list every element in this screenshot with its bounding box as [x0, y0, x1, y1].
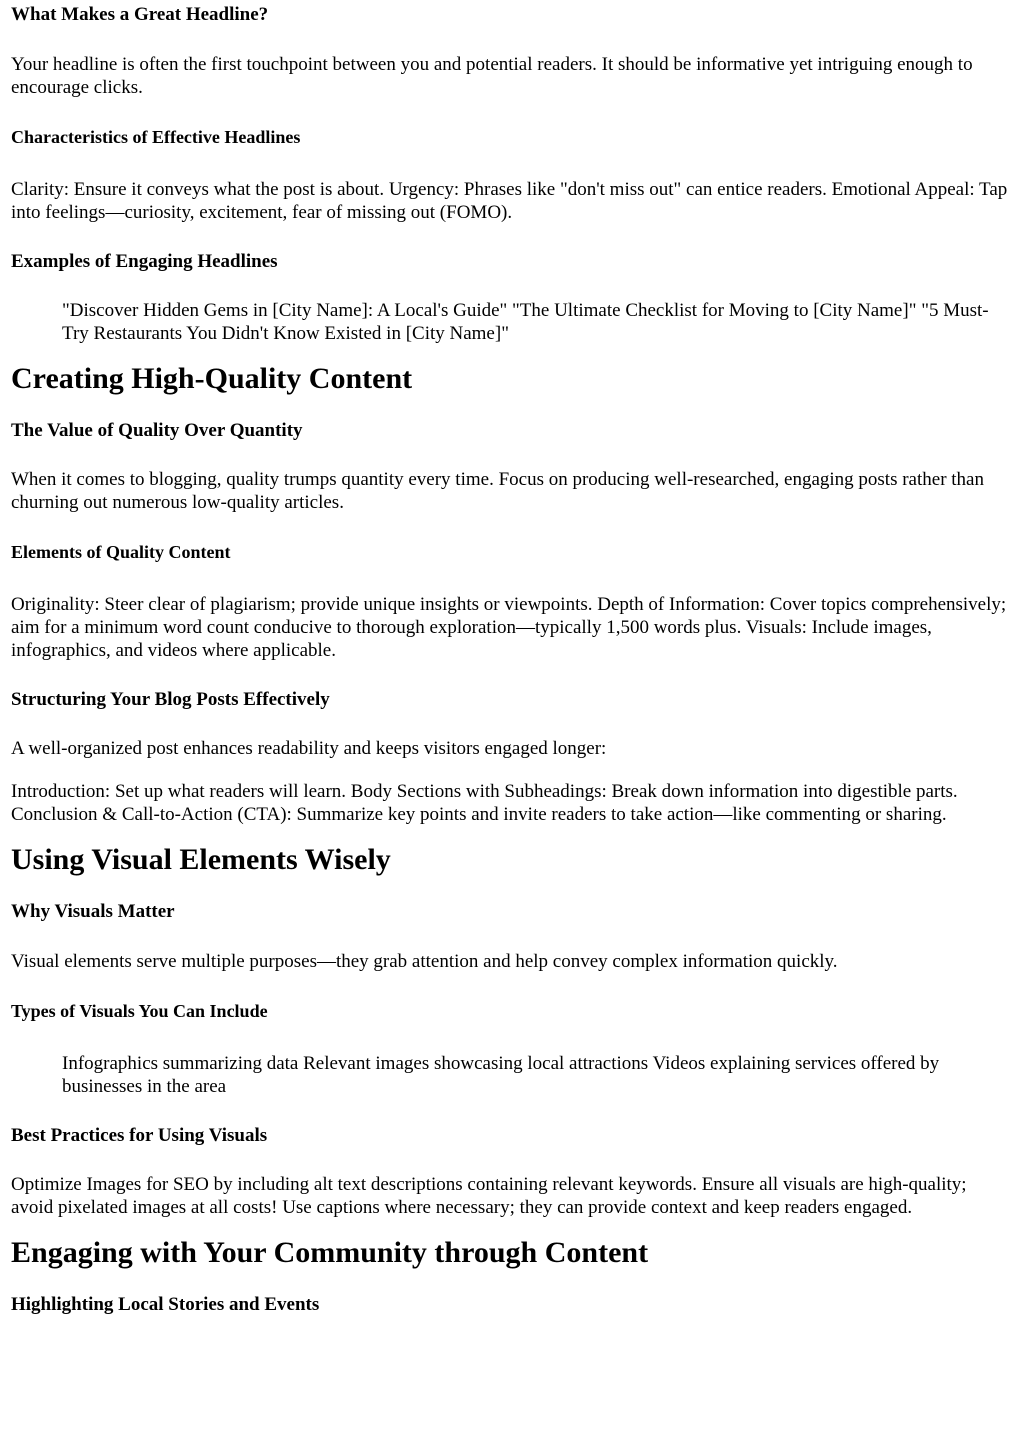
section-heading-why-visuals: Why Visuals Matter: [11, 901, 175, 923]
section-heading-structuring: Structuring Your Blog Posts Effectively: [11, 689, 330, 711]
paragraph-structuring-body: Introduction: Set up what readers will learn. Body Sections with Subheadings: Break down information into digestible parts. Conclusion & Call-to-Action (CTA): Summarize key points and invite readers to take action—like commenting or sharing.: [11, 781, 958, 826]
paragraph-why-visuals: Visual elements serve multiple purposes—they grab attention and help convey complex information quickly.: [11, 951, 838, 973]
paragraph-quality-value: When it comes to blogging, quality trumps quantity every time. Focus on producing well-researched, engaging posts rather than churning out numerous low-quality articles.: [11, 469, 984, 514]
paragraph-elements: Originality: Steer clear of plagiarism; provide unique insights or viewpoints. Depth of Information: Cover topics comprehensively; aim for a minimum word count conducive to thorough exploration—typically 1,500 words plus. Visuals: Include images, infographics, and videos where applicable.: [11, 594, 1007, 662]
subheading-types-visuals: Types of Visuals You Can Include: [11, 1001, 268, 1022]
section-heading-local-stories: Highlighting Local Stories and Events: [11, 1294, 320, 1316]
subheading-characteristics: Characteristics of Effective Headlines: [11, 127, 301, 147]
paragraph-best-practices: Optimize Images for SEO by including alt text descriptions containing relevant keywords. Ensure all visuals are high-quality; avoid pixelated images at all costs! Use captions where necessary; they can provide context and keep readers engaged.: [11, 1174, 967, 1219]
section-heading-headline: What Makes a Great Headline?: [11, 4, 269, 25]
section-title-visual: Using Visual Elements Wisely: [11, 843, 391, 877]
examples-blockquote: "Discover Hidden Gems in [City Name]: A Local's Guide" "The Ultimate Checklist for Moving to [City Name]" "5 Must-Try Restaurants You Didn't Know Existed in [City Name]": [62, 300, 989, 345]
section-heading-best-practices: Best Practices for Using Visuals: [11, 1125, 268, 1147]
paragraph-structuring-intro: A well-organized post enhances readability and keeps visitors engaged longer:: [11, 738, 607, 760]
paragraph-characteristics: Clarity: Ensure it conveys what the post is about. Urgency: Phrases like "don't miss out" can entice readers. Emotional Appeal: Tap into feelings—curiosity, excitement, fear of missing out (FOMO).: [11, 179, 1008, 224]
section-heading-examples: Examples of Engaging Headlines: [11, 251, 278, 273]
subheading-elements: Elements of Quality Content: [11, 542, 231, 563]
paragraph-headline-intro: Your headline is often the first touchpoint between you and potential readers. It should be informative yet intriguing enough to encourage clicks.: [11, 54, 973, 98]
types-visuals-blockquote: Infographics summarizing data Relevant images showcasing local attractions Videos explaining services offered by businesses in the area: [62, 1053, 940, 1098]
section-heading-quality-value: The Value of Quality Over Quantity: [11, 420, 303, 442]
section-title-community: Engaging with Your Community through Content: [11, 1236, 649, 1270]
section-title-quality-content: Creating High-Quality Content: [11, 362, 413, 396]
